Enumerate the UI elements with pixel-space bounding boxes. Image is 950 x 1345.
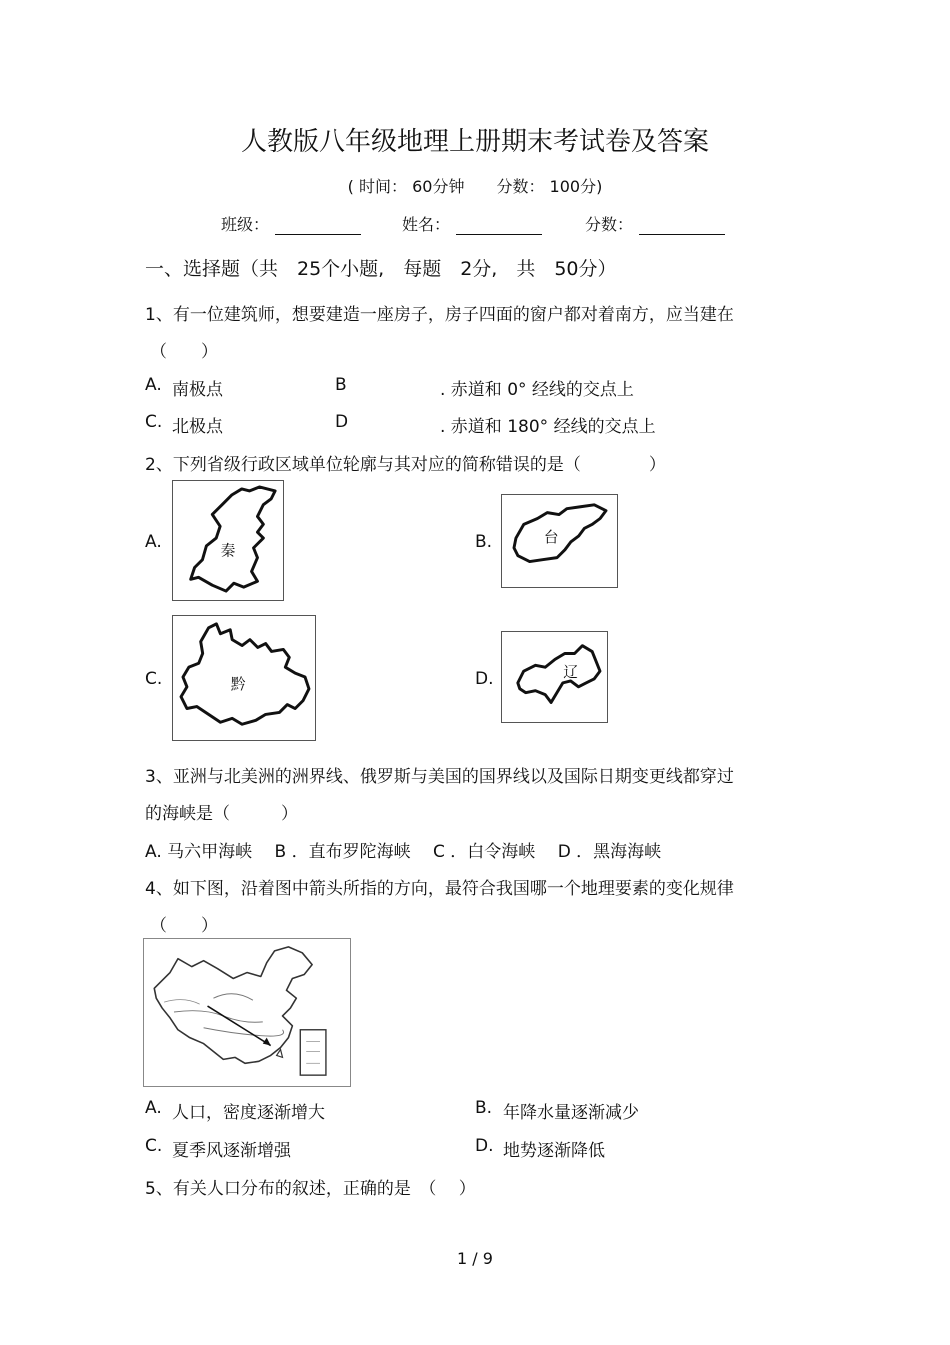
q4-option-c: 夏季风逐渐增强 <box>172 1141 291 1161</box>
q2-option-a-letter: A. <box>145 532 162 552</box>
section-heading: 一、选择题（共 25个小题, 每题 2分, 共 50分） <box>145 258 617 280</box>
q1-option-d-letter: D <box>335 412 349 432</box>
q2-stem: 2、下列省级行政区域单位轮廓与其对应的简称错误的是（ ） <box>145 455 666 475</box>
score-blank[interactable] <box>639 218 725 235</box>
exam-subtitle: ( 时间： 60分钟 分数： 100分) <box>347 177 603 196</box>
q2-option-c-letter: C. <box>145 669 163 689</box>
q1-option-a-letter: A. <box>145 375 162 395</box>
q4-option-a: 人口，密度逐渐增大 <box>172 1103 325 1123</box>
q4-option-b: 年降水量逐渐减少 <box>503 1103 639 1123</box>
q1-stem: 1、有一位建筑师，想要建造一座房子，房子四面的窗户都对着南方，应当建在 <box>145 305 734 325</box>
page-title: 人教版八年级地理上册期末考试卷及答案 <box>240 127 709 157</box>
q2-map-d-label: 辽 <box>563 664 578 681</box>
name-field <box>402 212 542 235</box>
q1-option-c: 北极点 <box>172 417 223 437</box>
score-field <box>585 212 725 235</box>
q2-map-b-label: 台 <box>543 528 559 546</box>
q4-option-d-letter: D. <box>475 1136 494 1156</box>
class-blank[interactable] <box>275 218 361 235</box>
q4-option-d: 地势逐渐降低 <box>503 1141 605 1161</box>
q4-stem: 4、如下图，沿着图中箭头所指的方向，最符合我国哪一个地理要素的变化规律 <box>145 879 734 899</box>
china-map-figure <box>143 938 351 1087</box>
name-blank[interactable] <box>456 218 542 235</box>
q2-option-d-letter: D. <box>475 669 494 689</box>
q1-option-b: . 赤道和 0° 经线的交点上 <box>440 380 634 400</box>
class-label: 班级： <box>221 215 270 234</box>
guizhou-outline-map <box>172 615 316 741</box>
class-field <box>221 212 361 235</box>
q1-option-a: 南极点 <box>172 380 223 400</box>
q3-stem-line1: 3、亚洲与北美洲的洲界线、俄罗斯与美国的国界线以及国际日期变更线都穿过 <box>145 767 734 787</box>
score-label: 分数： <box>585 215 634 234</box>
q1-option-b-letter: B <box>335 375 347 395</box>
shandong-outline-map <box>501 494 618 588</box>
q1-option-c-letter: C. <box>145 412 163 432</box>
q2-option-b-letter: B. <box>475 532 493 552</box>
q3-stem-line2: 的海峡是（ ） <box>145 804 298 824</box>
q2-map-c-label: 黔 <box>230 675 246 693</box>
page-number: 1 / 9 <box>457 1249 493 1268</box>
name-label: 姓名： <box>402 215 451 234</box>
q4-option-b-letter: B. <box>475 1098 493 1118</box>
liaoning-outline-map <box>501 631 608 723</box>
shaanxi-outline-map <box>172 480 284 601</box>
q4-option-c-letter: C. <box>145 1136 163 1156</box>
q2-map-a-label: 秦 <box>220 542 236 560</box>
q4-paren: （ ） <box>150 916 218 936</box>
q1-option-d: . 赤道和 180° 经线的交点上 <box>440 417 656 437</box>
q5-stem: 5、有关人口分布的叙述，正确的是 （ ） <box>145 1179 476 1199</box>
q1-paren: （ ） <box>150 342 218 362</box>
q3-options: A. 马六甲海峡 B ．直布罗陀海峡 C ．白令海峡 D ．黑海海峡 <box>145 842 662 862</box>
q4-option-a-letter: A. <box>145 1098 162 1118</box>
